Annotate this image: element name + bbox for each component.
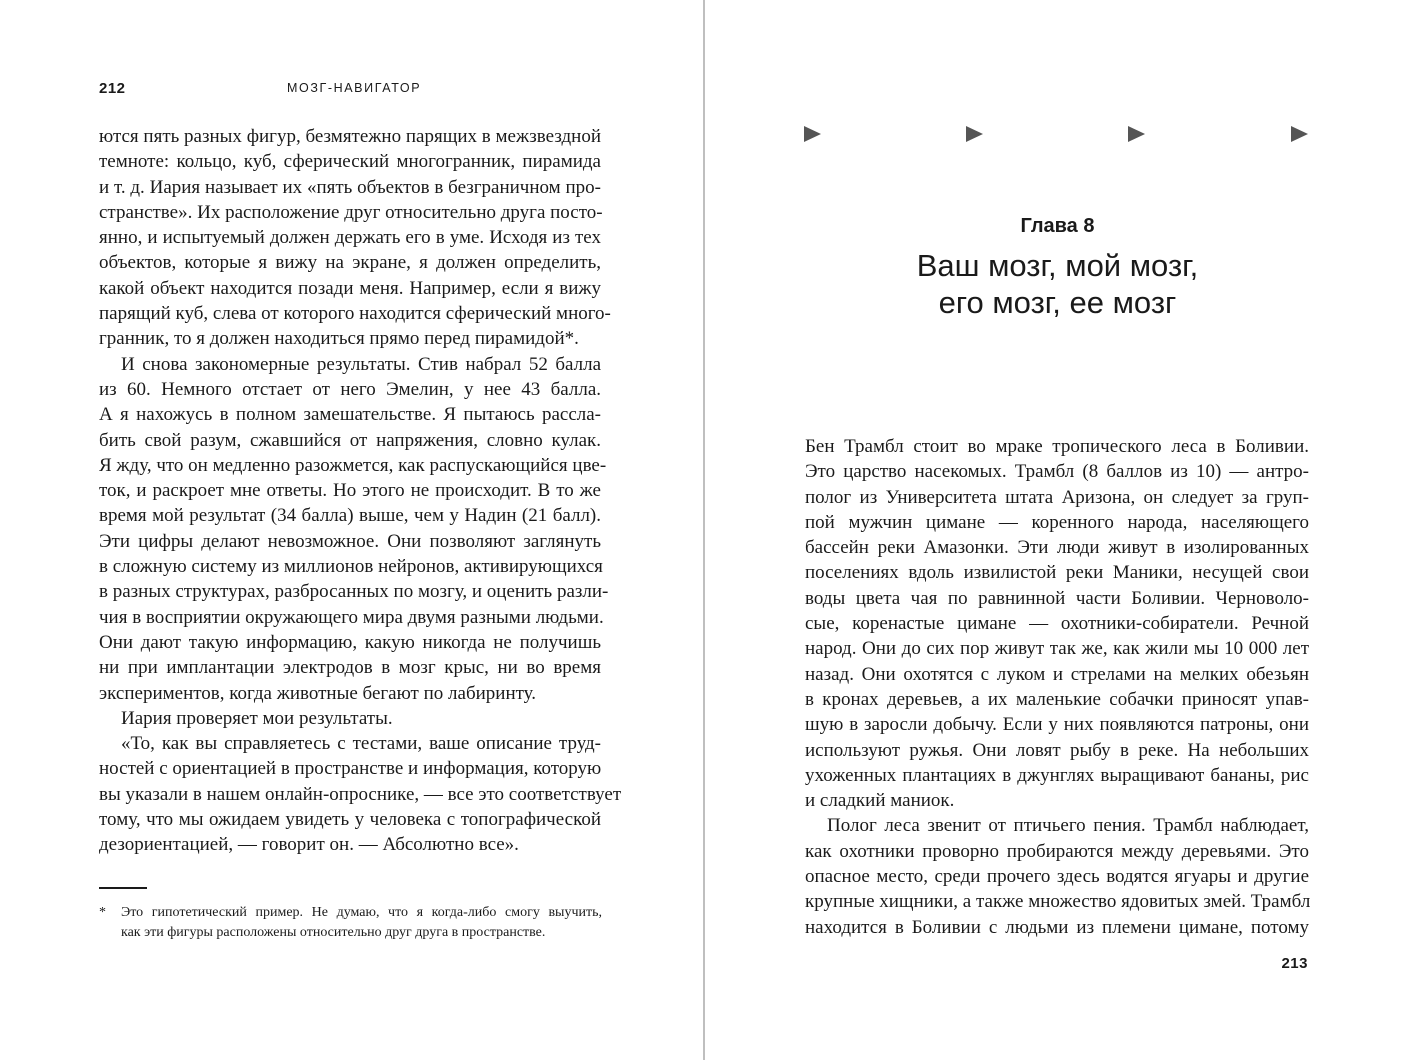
text-line: янно, и испытуемый должен держать его в уме. Исходя из тех xyxy=(99,227,601,249)
text-line: сые, коренастые цимане — охотники-собиратели. Речной xyxy=(805,613,1309,635)
text-line: бить свой разум, сжавшийся от напряжения, словно кулак. xyxy=(99,429,601,451)
text-line: чия в восприятии окружающего мира двумя разными людьми. xyxy=(99,606,604,628)
text-line: Иария проверяет мои результаты. xyxy=(121,707,393,729)
text-line: ются пять разных фигур, безмятежно парящих в межзвездной xyxy=(99,126,601,147)
text-line: народ. Они до сих пор живут так же, как жили мы 10 000 лет xyxy=(805,638,1309,660)
text-line: «То, как вы справляетесь с тестами, ваше описание труд- xyxy=(121,733,601,755)
text-line: пой мужчин цимане — коренного народа, населяющего xyxy=(805,511,1309,533)
text-line: и т. д. Иария называет их «пять объектов в безграничном про- xyxy=(99,176,601,198)
text-line: темноте: кольцо, куб, сферический многогранник, пирамида xyxy=(99,151,601,173)
text-line: крупные хищники, а также множество ядовитых змей. Трамбл xyxy=(805,891,1311,913)
text-line: используют ружья. Они ловят рыбу в реке. На небольших xyxy=(805,739,1309,761)
text-line: время мой результат (34 балла) выше, чем у Надин (21 балл). xyxy=(99,505,601,527)
text-line: А я нахожусь в полном замешательстве. Я пытаюсь рассла- xyxy=(99,404,601,426)
text-line: И снова закономерные результаты. Стив набрал 52 балла xyxy=(121,353,601,375)
triangle-right-icon xyxy=(1128,126,1145,142)
page-number-left: 212 xyxy=(99,80,126,97)
text-line: вы указали в нашем онлайн-опроснике, — все это соответствует xyxy=(99,783,622,805)
footnote-line: Это гипотетический пример. Не думаю, что я когда-либо смогу выучить, xyxy=(121,905,602,920)
text-line: поселениях вдоль извилистой реки Маники, несущей свои xyxy=(805,562,1309,584)
text-line: и сладкий маниок. xyxy=(805,790,955,812)
text-line: в сложную систему из миллионов нейронов, активирующихся xyxy=(99,556,603,578)
text-line: полог из Университета штата Аризона, он следует за груп- xyxy=(805,486,1309,508)
text-line: экспериментов, когда животные бегают по лабиринту. xyxy=(99,682,537,704)
text-line: ностей с ориентацией в пространстве и информация, которую xyxy=(99,758,602,780)
text-line: Это царство насекомых. Трамбл (8 баллов из 10) — антро- xyxy=(805,461,1309,483)
text-line: бассейн реки Амазонки. Эти люди живут в изолированных xyxy=(805,537,1309,559)
text-line: ток, и раскроет мне ответы. Но этого не происходит. В то же xyxy=(99,480,601,502)
text-line: из 60. Немного отстает от него Эмелин, у нее 43 балла. xyxy=(99,378,601,400)
chapter-title xyxy=(805,247,1310,321)
text-line: находится в Боливии с людьми из племени цимане, потому xyxy=(805,916,1309,938)
triangle-right-icon xyxy=(1291,126,1308,142)
text-line: дезориентацией, — говорит он. — Абсолютно все». xyxy=(99,834,519,856)
triangle-right-icon xyxy=(966,126,983,142)
triangle-right-icon xyxy=(804,126,821,142)
text-line: парящий куб, слева от которого находится сферический много- xyxy=(99,303,611,325)
running-header xyxy=(99,80,609,100)
footnote xyxy=(99,903,602,942)
chapter-title-line: его мозг, ее мозг xyxy=(938,285,1177,320)
text-line: Эти цифры делают невозможное. Они позволяют заглянуть xyxy=(99,530,601,552)
page-number-right: 213 xyxy=(1281,955,1308,972)
text-line: объектов, которые я вижу на экране, я должен определить, xyxy=(99,252,601,274)
chapter-title-line: Ваш мозг, мой мозг, xyxy=(916,248,1199,283)
left-body-text xyxy=(99,124,622,858)
text-line: Полог леса звенит от птичьего пения. Трамбл наблюдает, xyxy=(827,815,1309,837)
text-line: в кронах деревьев, а их маленькие собачки приносят упав- xyxy=(805,688,1309,710)
text-line: шую в заросли добычу. Если у них появляются патроны, они xyxy=(805,714,1309,736)
text-line: ухоженных плантациях в джунглях выращивают бананы, рис xyxy=(805,764,1309,786)
footnote-line: как эти фигуры расположены относительно друг друга в пространстве. xyxy=(121,924,546,940)
text-line: гранник, то я должен находиться прямо перед пирамидой*. xyxy=(99,328,579,350)
text-line: как охотники проворно пробираются между деревьями. Это xyxy=(805,840,1309,862)
text-line: в разных структурах, разбросанных по мозгу, и оценить разли- xyxy=(99,581,609,603)
running-title: МОЗГ-НАВИГАТОР xyxy=(287,81,422,95)
text-line: Они дают такую информацию, какую никогда не получишь xyxy=(99,631,601,653)
text-line: назад. Они охотятся с луком и стрелами на мелких обезьян xyxy=(805,663,1309,685)
book-spine xyxy=(703,0,705,1060)
text-line: странстве». Их расположение друг относительно друга посто- xyxy=(99,201,603,223)
right-body-text xyxy=(805,434,1309,940)
text-line: опасное место, среди прочего здесь водятся ягуары и другие xyxy=(805,866,1309,888)
text-line: Я жду, что он медленно разожмется, как распускающийся цве- xyxy=(99,454,607,476)
text-line: какой объект находится позади меня. Например, если я вижу xyxy=(99,277,601,299)
chapter-label: Глава 8 xyxy=(1020,215,1095,237)
text-line: тому, что мы ожидаем увидеть у человека с топографической xyxy=(99,809,601,831)
chapter-ornament xyxy=(804,126,1310,146)
footnote-divider xyxy=(99,887,147,889)
text-line: воды цвета чая по равнинной части Боливии. Черноволо- xyxy=(805,587,1309,609)
footnote-marker: * xyxy=(99,905,106,920)
text-line: Бен Трамбл стоит во мраке тропического леса в Боливии. xyxy=(805,436,1309,457)
text-line: ни при имплантации электродов в мозг крыс, ни во время xyxy=(99,657,601,679)
